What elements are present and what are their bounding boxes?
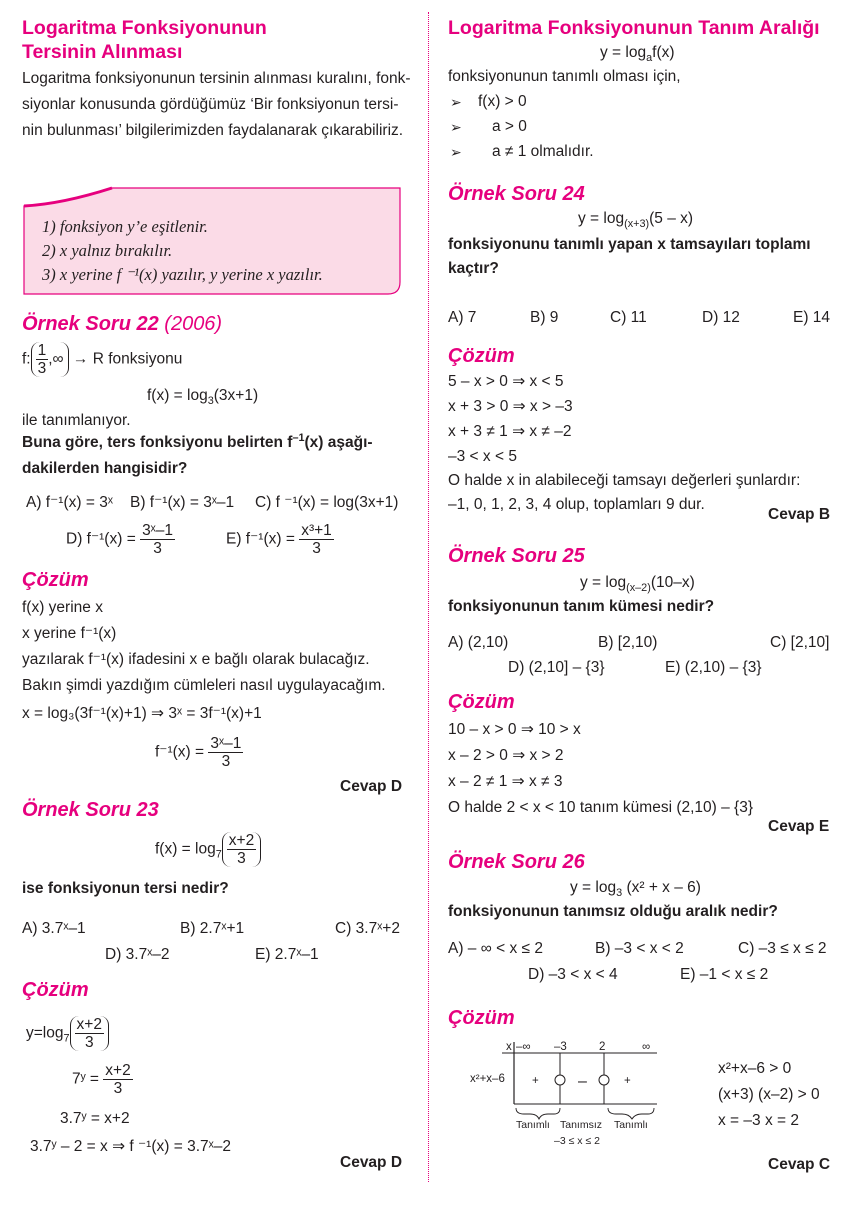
sign-plus-1: +: [532, 1075, 539, 1087]
q22-option-e[interactable]: E) f⁻¹(x) = $\frac{\text{x³+1}}{3}$: [226, 522, 332, 557]
q25-option-a[interactable]: A) (2,10): [448, 634, 509, 651]
q25-question: fonksiyonunun tanım kümesi nedir?: [448, 598, 715, 615]
solution-24-title: Çözüm: [448, 345, 515, 367]
sol22-line-2: x yerine f⁻¹(x): [22, 625, 117, 642]
sol24-line-1: 5 – x > 0 ⇒ x < 5: [448, 373, 564, 390]
q22-function: $f(x) = \log_3(3x+1)$: [147, 387, 259, 408]
rule-step-2: 2) x yalnız bırakılır.: [42, 241, 173, 260]
q24-option-e[interactable]: E) 14: [793, 309, 831, 326]
q25-function: $y = \log_{(x-2)}(10-x)$: [580, 574, 695, 595]
sol25-line-3: x – 2 ≠ 1 ⇒ x ≠ 3: [448, 773, 563, 790]
sol25-line-2: x – 2 > 0 ⇒ x > 2: [448, 747, 564, 764]
q23-option-d[interactable]: D) 3.7ˣ–2: [105, 946, 170, 963]
q26-option-e[interactable]: E) –1 < x ≤ 2: [680, 966, 769, 983]
q26-option-a[interactable]: A) – ∞ < x ≤ 2: [448, 940, 543, 957]
answer-23: Cevap D: [340, 1154, 403, 1171]
q25-option-c[interactable]: C) [2,10]: [770, 634, 830, 651]
sign-minus: –: [578, 1073, 587, 1090]
q24-question-line-2: kaçtır?: [448, 260, 499, 277]
sol24-line-2: x + 3 > 0 ⇒ x > –3: [448, 398, 573, 415]
q24-option-a[interactable]: A) 7: [448, 309, 477, 326]
intro-line-1: Logaritma fonksiyonunun tersinin alınması kuralını, fonk-: [22, 70, 411, 87]
condition-3: a ≠ 1 olmalıdır.: [492, 143, 594, 160]
sol24-line-4: –3 < x < 5: [448, 448, 517, 465]
label-tanimli-1: Tanımlı: [516, 1119, 550, 1131]
sol24-line-5: O halde x in alabileceği tamsayı değerleri şunlardır:: [448, 472, 801, 489]
example-26-title: Örnek Soru 26: [448, 851, 585, 873]
example-23-title: Örnek Soru 23: [22, 799, 159, 821]
rule-step-3: 3) x yerine f ⁻¹(x) yazılır, y yerine x yazılır.: [42, 265, 323, 284]
sol22-line-5: x = log₃(3f⁻¹(x)+1) ⇒ 3ˣ = 3f⁻¹(x)+1: [22, 705, 262, 722]
solution-25-title: Çözüm: [448, 691, 515, 713]
intro-line-2: siyonlar konusunda gördüğümüz ‘Bir fonksiyonun tersi-: [22, 96, 399, 113]
sol22-result: f⁻¹(x) = $\frac{\text{3ˣ–1}}{3}$: [155, 735, 242, 770]
sol22-line-3: yazılarak f⁻¹(x) ifadesini x e bağlı olarak bulacağız.: [22, 651, 370, 668]
q26-option-c[interactable]: C) –3 ≤ x ≤ 2: [738, 940, 827, 957]
q24-question-line-1: fonksiyonunu tanımlı yapan x tamsayıları toplamı: [448, 236, 811, 253]
sol25-line-4: O halde 2 < x < 10 tanım kümesi (2,10) – {3}: [448, 799, 754, 816]
q24-function: $y = \log_{(x+3)}(5 - x)$: [578, 210, 694, 231]
sol23-line-1: $y=\log_7$ $\frac{x+2}{3}$: [26, 1016, 109, 1051]
q23-option-c[interactable]: C) 3.7ˣ+2: [335, 920, 400, 937]
solution-23-title: Çözüm: [22, 979, 89, 1001]
q22-intro: ile tanımlanıyor.: [22, 412, 131, 429]
q23-function: $f(x) = \log_7$ $\frac{x+2}{3}$: [155, 832, 261, 867]
q24-option-d[interactable]: D) 12: [702, 309, 740, 326]
q25-option-e[interactable]: E) (2,10) – {3}: [665, 659, 762, 676]
sign-table: [462, 1036, 712, 1156]
sign-table-x-label: x: [506, 1041, 512, 1053]
condition-2: a > 0: [492, 118, 527, 135]
intro-line-3: nin bulunması’ bilgilerimizden faydalanarak çıkarabiliriz.: [22, 122, 404, 139]
q26-option-b[interactable]: B) –3 < x < 2: [595, 940, 684, 957]
sol24-line-6: –1, 0, 1, 2, 3, 4 olup, toplamları 9 dur.: [448, 496, 705, 513]
domain-formula: $y = \log_af(x)$: [600, 44, 675, 65]
sign-table-neg-inf: –∞: [516, 1041, 531, 1053]
domain-intro: fonksiyonunun tanımlı olması için,: [448, 68, 681, 85]
arrow-bullet-icon: ➢: [450, 94, 462, 110]
example-25-title: Örnek Soru 25: [448, 545, 585, 567]
q26-function: $y = \log_3 (x^2 + x - 6)$: [570, 879, 701, 900]
section-title-line2: Tersinin Alınması: [22, 41, 183, 63]
q23-option-e[interactable]: E) 2.7ˣ–1: [255, 946, 319, 963]
sol23-line-4: 3.7ʸ – 2 = x ⇒ f ⁻¹(x) = 3.7ˣ–2: [30, 1138, 231, 1155]
sol26-line-3: x = –3 x = 2: [718, 1112, 799, 1129]
label-tanimsiz: Tanımsız: [560, 1119, 603, 1131]
sign-table-root-2: 2: [599, 1041, 606, 1053]
condition-1: f(x) > 0: [478, 93, 527, 110]
sol22-line-1: f(x) yerine x: [22, 599, 103, 616]
q26-question: fonksiyonunun tanımsız olduğu aralık nedir?: [448, 903, 778, 920]
sol26-line-1: x²+x–6 > 0: [718, 1060, 792, 1077]
q25-option-d[interactable]: D) (2,10] – {3}: [508, 659, 605, 676]
answer-22: Cevap D: [340, 778, 403, 795]
q22-domain: f: $\frac{1}{3}$ ,∞ → R fonksiyonu: [22, 342, 183, 377]
q23-option-b[interactable]: B) 2.7ˣ+1: [180, 920, 245, 937]
arrow-bullet-icon: ➢: [450, 119, 462, 135]
q22-question-line-1: Buna göre, ters fonksiyonu belirten $f^{-1}(x)$ aşağı-: [22, 431, 373, 451]
answer-26: Cevap C: [768, 1156, 831, 1173]
sol25-line-1: 10 – x > 0 ⇒ 10 > x: [448, 721, 581, 738]
sign-table-inf: ∞: [642, 1041, 651, 1053]
sol23-line-3: 3.7ʸ = x+2: [60, 1110, 130, 1127]
solution-26-title: Çözüm: [448, 1007, 515, 1029]
solution-22-title: Çözüm: [22, 569, 89, 591]
q23-option-a[interactable]: A) 3.7ˣ–1: [22, 920, 86, 937]
rule-step-1: 1) fonksiyon y’e eşitlenir.: [42, 217, 208, 236]
right-section-title: Logaritma Fonksiyonunun Tanım Aralığı: [448, 17, 820, 39]
q22-option-c[interactable]: C) f ⁻¹(x) = log(3x+1): [255, 494, 399, 511]
sol22-line-4: Bakın şimdi yazdığım cümleleri nasıl uygulayacağım.: [22, 677, 386, 694]
rule-box: [22, 184, 402, 296]
answer-24: Cevap B: [768, 506, 831, 523]
q25-option-b[interactable]: B) [2,10): [598, 634, 658, 651]
label-tanimli-2: Tanımlı: [614, 1119, 648, 1131]
column-divider: [428, 12, 429, 1182]
q26-option-d[interactable]: D) –3 < x < 4: [528, 966, 618, 983]
answer-25: Cevap E: [768, 818, 830, 835]
q22-option-b[interactable]: B) f⁻¹(x) = 3ˣ–1: [130, 494, 235, 511]
sign-table-root-m3: –3: [554, 1041, 567, 1053]
example-24-title: Örnek Soru 24: [448, 183, 585, 205]
q24-option-c[interactable]: C) 11: [610, 309, 647, 326]
q23-question: ise fonksiyonun tersi nedir?: [22, 880, 229, 897]
sign-table-row-label: x²+x–6: [470, 1073, 505, 1085]
sol23-line-2: 7ʸ = $\frac{x+2}{3}$: [72, 1062, 131, 1097]
q22-option-a[interactable]: A) f⁻¹(x) = 3ˣ: [26, 494, 113, 511]
label-range: –3 ≤ x ≤ 2: [554, 1135, 600, 1147]
arrow-bullet-icon: ➢: [450, 144, 462, 160]
example-22-title: Örnek Soru 22 (2006): [22, 313, 223, 335]
section-title-line1: Logaritma Fonksiyonunun: [22, 17, 267, 39]
sol24-line-3: x + 3 ≠ 1 ⇒ x ≠ –2: [448, 423, 572, 440]
q22-option-d[interactable]: D) f⁻¹(x) = $\frac{\text{3ˣ–1}}{3}$: [66, 522, 174, 557]
sign-plus-2: +: [624, 1075, 631, 1087]
sol26-line-2: (x+3) (x–2) > 0: [718, 1086, 820, 1103]
q22-question-line-2: dakilerden hangisidir?: [22, 460, 188, 477]
q24-option-b[interactable]: B) 9: [530, 309, 559, 326]
